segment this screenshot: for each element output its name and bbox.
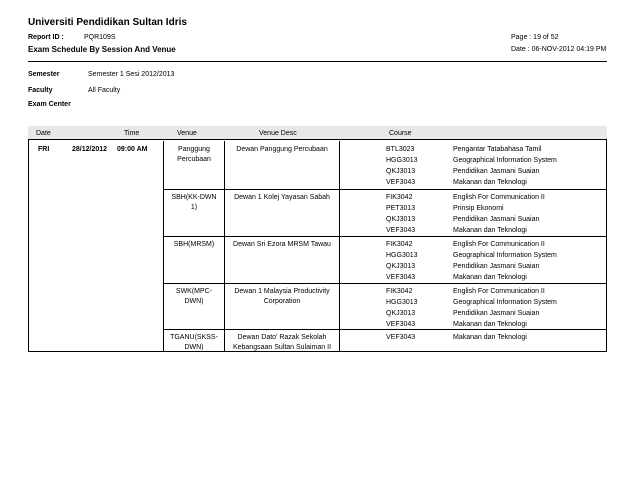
course-name: Prinsip Ekonomi xyxy=(453,205,504,212)
course-code: VEF3043 xyxy=(386,334,416,341)
row-separator xyxy=(163,236,607,237)
course-code: HGG3013 xyxy=(386,252,418,259)
venue-desc-cell xyxy=(225,287,339,307)
course-name: Makanan dan Teknologi xyxy=(453,274,527,281)
course-name: Makanan dan Teknologi xyxy=(453,179,527,186)
course-name: English For Communication II xyxy=(453,194,545,201)
col-venue: Venue xyxy=(177,130,197,137)
course-code: BTL3023 xyxy=(386,146,415,153)
course-names xyxy=(453,192,545,236)
course-code: QKJ3013 xyxy=(386,263,416,270)
course-code: HGG3013 xyxy=(386,157,418,164)
venue-desc-line: Dewan Dato' Razak Sekolah xyxy=(237,334,327,341)
table-header xyxy=(28,126,607,140)
course-names xyxy=(453,332,527,343)
venue-line: Percubaan xyxy=(177,156,211,163)
header-divider xyxy=(28,61,607,62)
col-date: Date xyxy=(36,130,51,137)
course-codes xyxy=(386,332,415,343)
venue-desc-line: Corporation xyxy=(263,298,301,305)
col-venue-desc: Venue Desc xyxy=(259,130,297,137)
venue-desc-cell xyxy=(225,145,339,155)
venue-line: 1) xyxy=(190,204,198,211)
course-name: Makanan dan Teknologi xyxy=(453,321,527,328)
course-code: FIK3042 xyxy=(386,241,413,248)
course-names xyxy=(453,144,557,188)
semester-value: Semester 1 Sesi 2012/2013 xyxy=(88,71,175,78)
venue-cell xyxy=(164,145,224,165)
venue-line: DWN) xyxy=(184,298,204,305)
report-id-label: Report ID : xyxy=(28,34,64,41)
venue-line: TGANU(SKSS- xyxy=(170,334,218,341)
faculty-value: All Faculty xyxy=(88,87,121,94)
course-code: QKJ3013 xyxy=(386,216,416,223)
exam-center-label: Exam Center xyxy=(28,101,71,108)
course-codes xyxy=(386,192,415,236)
course-code: PET3013 xyxy=(386,205,416,212)
course-code: FIK3042 xyxy=(386,288,413,295)
course-names xyxy=(453,239,557,283)
venue-desc-line: Kebangsaan Sultan Sulaiman II xyxy=(232,344,332,351)
course-code: VEF3043 xyxy=(386,227,416,234)
venue-line: DWN) xyxy=(184,344,204,351)
exam-day: FRI xyxy=(38,146,50,153)
course-code: HGG3013 xyxy=(386,299,418,306)
course-code: VEF3043 xyxy=(386,274,416,281)
exam-time: 09:00 AM xyxy=(117,146,148,153)
venue-desc-line: Dewan 1 Kolej Yayasan Sabah xyxy=(234,194,330,201)
venue-desc-cell xyxy=(225,240,339,250)
course-name: Pengantar Tatabahasa Tamil xyxy=(453,146,542,153)
course-name: Pendidikan Jasmani Suaian xyxy=(453,216,540,223)
course-name: Makanan dan Teknologi xyxy=(453,334,527,341)
course-name: English For Communication II xyxy=(453,288,545,295)
course-name: Geographical Information System xyxy=(453,157,557,164)
course-name: Pendidikan Jasmani Suaian xyxy=(453,310,540,317)
course-name: English For Communication II xyxy=(453,241,545,248)
col-course: Course xyxy=(389,130,412,137)
course-code: FIK3042 xyxy=(386,194,413,201)
venue-desc-line: Dewan 1 Malaysia Productivity xyxy=(234,288,330,295)
venue-line: Panggung xyxy=(178,146,210,153)
semester-label: Semester xyxy=(28,71,60,78)
course-codes xyxy=(386,286,418,330)
course-names xyxy=(453,286,557,330)
report-id-value: PQR109S xyxy=(84,34,116,41)
venue-cell xyxy=(164,240,224,250)
course-name: Geographical Information System xyxy=(453,252,557,259)
course-name: Geographical Information System xyxy=(453,299,557,306)
venue-cell xyxy=(164,287,224,307)
venue-desc-line: Dewan Sri Ezora MRSM Tawau xyxy=(233,241,331,248)
venue-line: SWK(MPC- xyxy=(175,288,213,295)
university-name: Universiti Pendidikan Sultan Idris xyxy=(28,17,187,28)
course-name: Pendidikan Jasmani Suaian xyxy=(453,168,540,175)
course-code: VEF3043 xyxy=(386,179,416,186)
exam-date: 28/12/2012 xyxy=(72,146,108,153)
page-number: Page : 19 of 52 xyxy=(511,34,559,41)
row-separator xyxy=(163,283,607,284)
col-time: Time xyxy=(124,130,140,137)
course-code: VEF3043 xyxy=(386,321,416,328)
venue-desc-cell xyxy=(225,333,339,353)
report-date: Date : 06-NOV-2012 04:19 PM xyxy=(511,46,607,53)
course-codes xyxy=(386,239,418,283)
report-title: Exam Schedule By Session And Venue xyxy=(28,45,176,54)
venue-cell xyxy=(164,193,224,213)
course-code: QKJ3013 xyxy=(386,168,416,175)
venue-cell xyxy=(164,333,224,353)
course-name: Makanan dan Teknologi xyxy=(453,227,527,234)
venue-desc-line: Dewan Panggung Percubaan xyxy=(236,146,328,153)
course-code: QKJ3013 xyxy=(386,310,416,317)
desc-right-border xyxy=(339,141,340,351)
venue-line: SBH(KK-DWN xyxy=(171,194,217,201)
venue-line: SBH(MRSM) xyxy=(173,241,215,248)
course-codes xyxy=(386,144,418,188)
venue-desc-cell xyxy=(225,193,339,203)
faculty-label: Faculty xyxy=(28,87,53,94)
course-name: Pendidikan Jasmani Suaian xyxy=(453,263,540,270)
row-separator xyxy=(163,189,607,190)
